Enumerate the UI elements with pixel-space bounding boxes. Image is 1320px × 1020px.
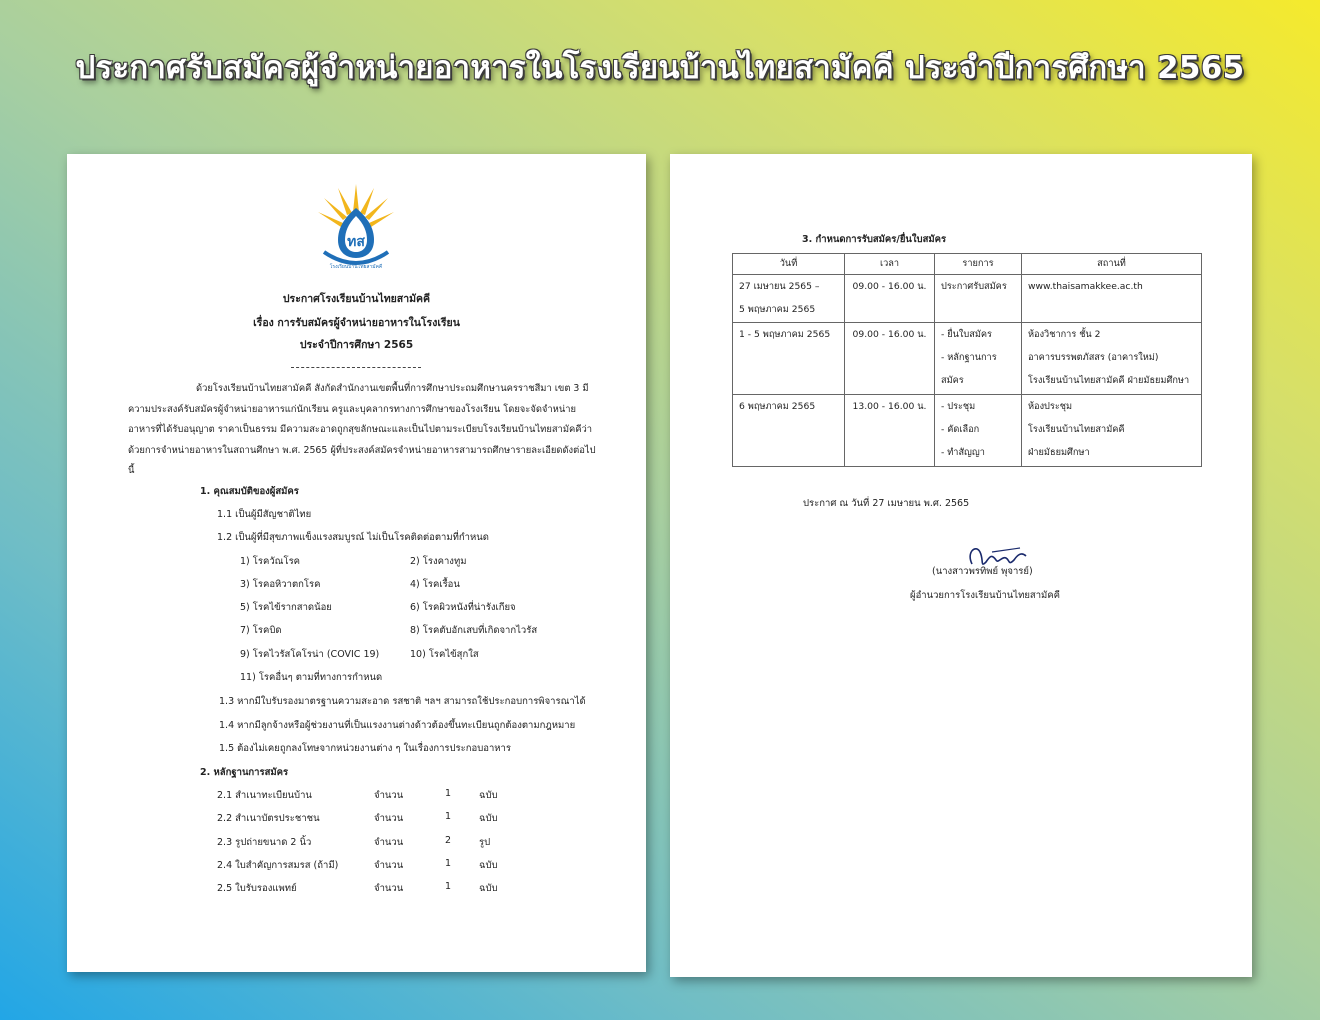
doc-unit: ฉบับ	[479, 860, 498, 871]
cell-item: - ยื่นใบสมัคร - หลักฐานการสมัคร	[935, 323, 1022, 395]
doc-count-label: จำนวน	[374, 813, 404, 824]
cell-place: ห้องประชุม โรงเรียนบ้านไทยสามัคคี ฝ่ายมัธยมศึกษา	[1022, 395, 1202, 467]
doc-name: 2.1 สำเนาทะเบียนบ้าน	[217, 790, 312, 801]
cell-item: ประกาศรับสมัคร	[935, 275, 1022, 323]
col-header-place: สถานที่	[1022, 254, 1202, 275]
qualification-1-3: 1.3 หากมีใบรับรองมาตรฐานความสะอาด รสชาติ ฯลฯ สามารถใช้ประกอบการพิจารณาได้	[219, 696, 586, 707]
table-row	[733, 395, 1202, 467]
doc-qty: 1	[445, 858, 452, 869]
banner-title: ประกาศรับสมัครผู้จำหน่ายอาหารในโรงเรียนบ้านไทยสามัคคี ประจำปีการศึกษา 2565	[75, 50, 1245, 86]
disease-item: 2) โรงคางทูม	[410, 556, 467, 567]
doc-header-line-1: ประกาศโรงเรียนบ้านไทยสามัคคี	[282, 293, 431, 305]
doc-qty: 1	[445, 811, 452, 822]
doc-count-label: จำนวน	[374, 883, 404, 894]
signer-title: ผู้อำนวยการโรงเรียนบ้านไทยสามัคคี	[910, 590, 1061, 601]
doc-header-line-2: เรื่อง การรับสมัครผู้จำหน่ายอาหารในโรงเรียน	[253, 317, 460, 329]
intro-paragraph: ด้วยโรงเรียนบ้านไทยสามัคคี สังกัดสำนักงานเขตพื้นที่การศึกษาประถมศึกษานครราชสีมา เขต 3 มีความประสงค์รับสมัครผู้จำหน่ายอาหารแก่นักเรียน ครูและบุคลากรทางการศึกษาของโรงเรียน โดยจะจัดจำหน่ายอาหารที่ได้รับอนุญาต ราคาเป็นธรรม มีความสะอาดถูกสุขลักษณะและเป็นไปตามระเบียบโรงเรียนบ้านไทยสามัคคีว่าด้วยการจำหน่ายอาหารในสถานศึกษา พ.ศ. 2565 ผู้ที่ประสงค์สมัครจำหน่ายอาหารสามารถศึกษารายละเอียดดังต่อไปนี้	[128, 383, 596, 476]
doc-header-line-3: ประจำปีการศึกษา 2565	[299, 339, 414, 351]
schedule-table	[732, 253, 1202, 467]
col-header-item: รายการ	[935, 254, 1022, 275]
cell-time: 09.00 - 16.00 น.	[845, 275, 935, 323]
section-3-title: 3. กำหนดการรับสมัคร/ยื่นใบสมัคร	[802, 234, 947, 245]
disease-item: 8) โรคตับอักเสบที่เกิดจากไวรัส	[410, 625, 538, 636]
disease-item: 4) โรคเรื้อน	[410, 579, 460, 590]
qualification-1-2: 1.2 เป็นผู้ที่มีสุขภาพแข็งแรงสมบูรณ์ ไม่เป็นโรคติดต่อตามที่กำหนด	[217, 532, 489, 543]
doc-name: 2.4 ใบสำคัญการสมรส (ถ้ามี)	[217, 860, 339, 871]
qualification-1-5: 1.5 ต้องไม่เคยถูกลงโทษจากหน่วยงานต่าง ๆ ในเรื่องการประกอบอาหาร	[219, 743, 511, 754]
doc-unit: ฉบับ	[479, 813, 498, 824]
header-divider	[291, 367, 421, 368]
doc-count-label: จำนวน	[374, 790, 404, 801]
doc-name: 2.3 รูปถ่ายขนาด 2 นิ้ว	[217, 837, 312, 848]
disease-item: 5) โรคไข้รากสาดน้อย	[240, 602, 332, 613]
doc-unit: รูป	[479, 837, 491, 848]
doc-unit: ฉบับ	[479, 790, 498, 801]
disease-item: 9) โรคไวรัสโคโรน่า (COVIC 19)	[240, 649, 380, 660]
disease-item: 7) โรคบิด	[240, 625, 282, 636]
document-page-2	[670, 154, 1252, 977]
cell-date: 6 พฤษภาคม 2565	[733, 395, 845, 467]
document-page-1	[67, 154, 646, 972]
cell-item: - ประชุม - คัดเลือก - ทำสัญญา	[935, 395, 1022, 467]
cell-date: 1 - 5 พฤษภาคม 2565	[733, 323, 845, 395]
table-row	[733, 323, 1202, 395]
doc-qty: 1	[445, 881, 452, 892]
announce-date: ประกาศ ณ วันที่ 27 เมษายน พ.ศ. 2565	[803, 498, 970, 509]
cell-date: 27 เมษายน 2565 – 5 พฤษภาคม 2565	[733, 275, 845, 323]
qualification-1-4: 1.4 หากมีลูกจ้างหรือผู้ช่วยงานที่เป็นแรงงานต่างด้าวต้องขึ้นทะเบียนถูกต้องตามกฎหมาย	[219, 720, 576, 731]
doc-name: 2.5 ใบรับรองแพทย์	[217, 883, 297, 894]
cell-time: 13.00 - 16.00 น.	[845, 395, 935, 467]
table-header-row	[733, 254, 1202, 275]
svg-text:โรงเรียนบ้านไทยสามัคคี: โรงเรียนบ้านไทยสามัคคี	[329, 264, 383, 270]
col-header-time: เวลา	[845, 254, 935, 275]
signer-name: (นางสาวพรทิพย์ พุจารย์)	[932, 566, 1033, 577]
section-1-title: 1. คุณสมบัติของผู้สมัคร	[200, 486, 299, 497]
doc-qty: 1	[445, 788, 452, 799]
section-2-title: 2. หลักฐานการสมัคร	[200, 767, 289, 778]
table-row	[733, 275, 1202, 323]
doc-count-label: จำนวน	[374, 837, 404, 848]
school-logo	[316, 182, 396, 272]
disease-item: 10) โรคไข้สุกใส	[410, 649, 479, 660]
doc-qty: 2	[445, 835, 452, 846]
svg-text:ทส: ทส	[347, 234, 365, 250]
col-header-date: วันที่	[733, 254, 845, 275]
disease-item: 1) โรควัณโรค	[240, 556, 301, 567]
disease-item: 6) โรคผิวหนังที่น่ารังเกียจ	[410, 602, 516, 613]
doc-unit: ฉบับ	[479, 883, 498, 894]
disease-item: 11) โรคอื่นๆ ตามที่ทางการกำหนด	[240, 672, 383, 683]
doc-count-label: จำนวน	[374, 860, 404, 871]
cell-place: ห้องวิชาการ ชั้น 2 อาคารบรรพตภัสสร (อาคารใหม่) โรงเรียนบ้านไทยสามัคคี ฝ่ายมัธยมศึกษา	[1022, 323, 1202, 395]
doc-name: 2.2 สำเนาบัตรประชาชน	[217, 813, 320, 824]
cell-place: www.thaisamakkee.ac.th	[1022, 275, 1202, 323]
cell-time: 09.00 - 16.00 น.	[845, 323, 935, 395]
qualification-1-1: 1.1 เป็นผู้มีสัญชาติไทย	[217, 509, 312, 520]
disease-item: 3) โรคอหิวาตกโรค	[240, 579, 321, 590]
